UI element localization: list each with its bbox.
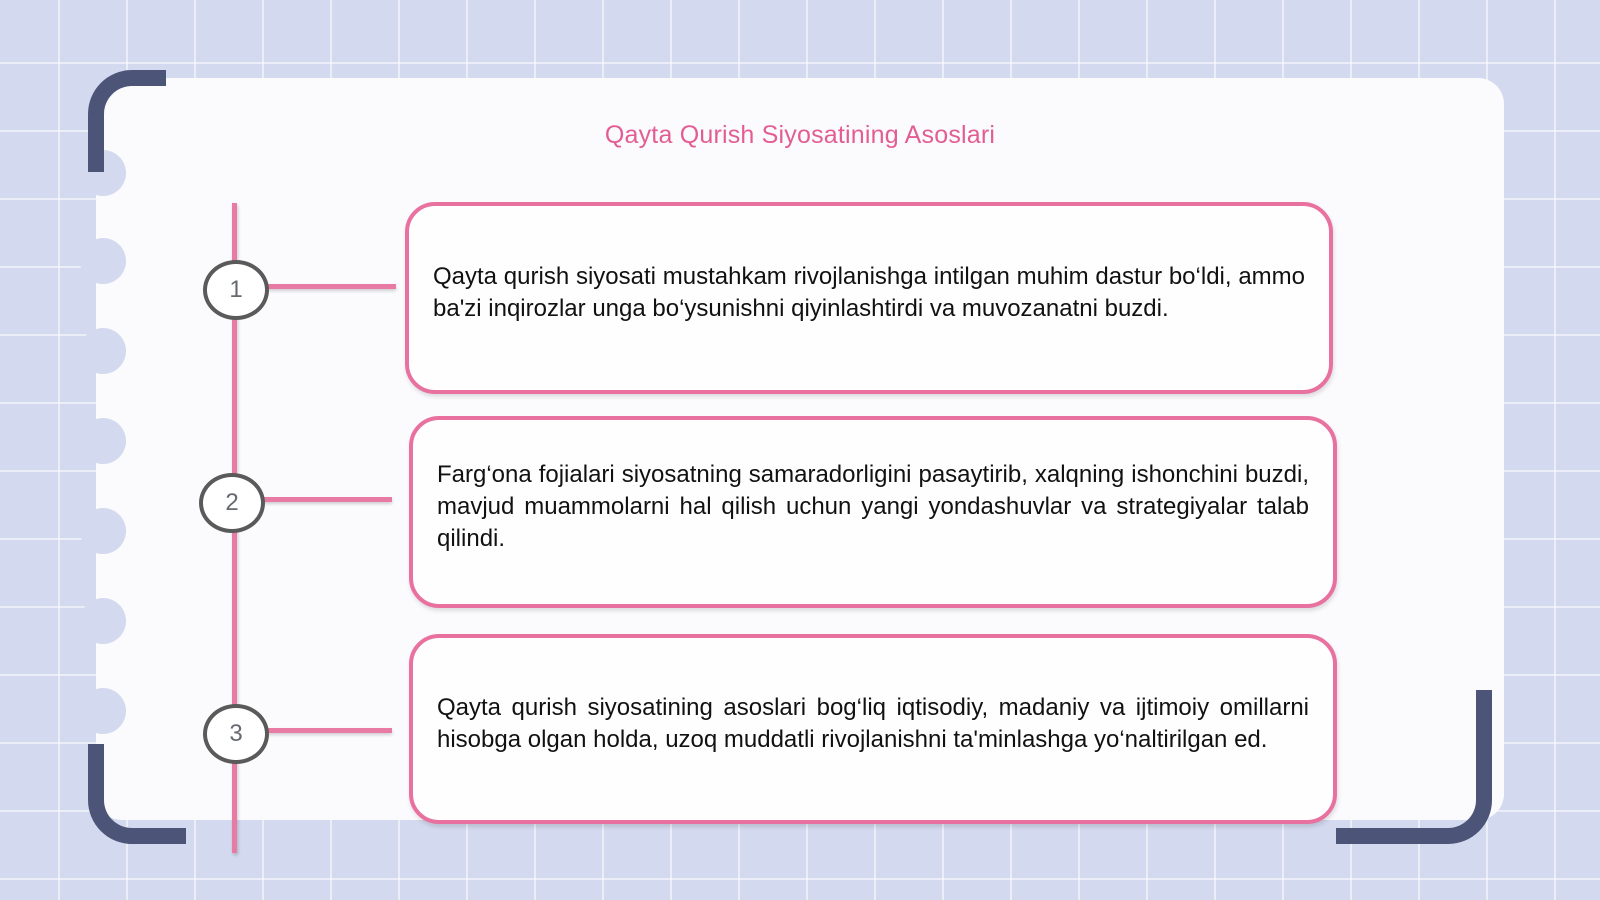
frame-corner-bottom-right (1336, 690, 1492, 844)
step-number-badge: 1 (203, 260, 269, 320)
timeline-connector (262, 497, 392, 502)
step-text: Qayta qurish siyosatining asoslari bog‘liq iqtisodiy, madaniy va ijtimoiy omillarni hisobga olgan holda, uzoq muddatli rivojlanishni ta'minlashga yo‘naltirilgan ed. (437, 694, 1309, 753)
binder-notch (80, 418, 126, 464)
step-card (405, 202, 1333, 394)
frame-corner-bottom-left (88, 744, 186, 844)
timeline-connector (266, 284, 396, 289)
binder-notch (80, 508, 126, 554)
slide-title: Qayta Qurish Siyosatining Asoslari (604, 121, 996, 149)
timeline-connector (266, 728, 392, 733)
step-number-badge: 3 (203, 704, 269, 764)
step-card (409, 416, 1337, 608)
step-number-badge: 2 (199, 473, 265, 533)
step-text: Farg‘ona fojialari siyosatning samaradorligini pasaytirib, xalqning ishonchini buzdi, mavjud muammolarni hal qilish uchun yangi yondashuvlar va strategiyalar talab qilindi. (437, 461, 1309, 552)
binder-notch (80, 598, 126, 644)
binder-notch (80, 328, 126, 374)
binder-notch (80, 238, 126, 284)
step-text: Qayta qurish siyosati mustahkam rivojlanishga intilgan muhim dastur bo‘ldi, ammo ba'zi inqirozlar unga bo‘ysunishni qiyinlashtirdi va muvozanatni buzdi. (433, 263, 1305, 322)
step-card (409, 634, 1337, 824)
binder-notch (80, 688, 126, 734)
